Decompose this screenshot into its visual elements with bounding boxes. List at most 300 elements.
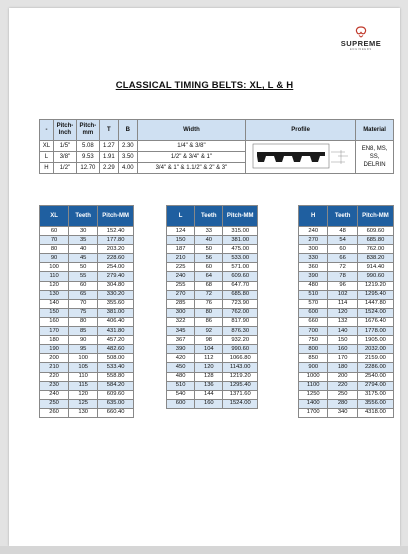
table-cell: 187	[167, 245, 195, 254]
table-cell: 80	[195, 308, 223, 317]
spec-header-cell: Material	[356, 120, 394, 141]
table-cell: 120	[69, 390, 98, 399]
table-cell: 475.00	[223, 245, 258, 254]
table-cell: 750	[299, 336, 328, 345]
table-cell: 100	[69, 354, 98, 363]
table-cell: 136	[195, 381, 223, 390]
table-cell: 345	[167, 327, 195, 336]
table-cell: 78	[328, 272, 357, 281]
table-row	[167, 281, 258, 290]
table-cell: 315.00	[223, 227, 258, 236]
table-cell: 200	[328, 372, 357, 381]
table-row	[299, 317, 394, 326]
table-cell: 817.90	[223, 317, 258, 326]
table-cell: 40	[195, 236, 223, 245]
spec-cell: 12.70	[76, 163, 99, 174]
table-row	[167, 254, 258, 263]
table-cell: 2794.00	[357, 381, 393, 390]
table-cell: 96	[328, 281, 357, 290]
table-cell: 95	[69, 345, 98, 354]
table-cell: 132	[328, 317, 357, 326]
table-cell: 33	[195, 227, 223, 236]
spec-header-cell: Pitch-mm	[76, 120, 99, 141]
table-row	[299, 381, 394, 390]
table-cell: 558.80	[98, 372, 134, 381]
table-cell: 86	[195, 317, 223, 326]
table-row	[40, 290, 134, 299]
table-cell: 75	[69, 308, 98, 317]
spec-cell: 5.08	[76, 141, 99, 152]
table-cell: 270	[167, 290, 195, 299]
page-title: CLASSICAL TIMING BELTS: XL, L & H	[115, 80, 294, 91]
table-cell: 480	[299, 281, 328, 290]
table-row	[40, 227, 134, 236]
table-cell: 120	[328, 308, 357, 317]
table-row	[299, 408, 394, 417]
table-cell: 508.00	[98, 354, 134, 363]
table-cell: 660.40	[98, 408, 134, 417]
table-cell: 210	[40, 363, 69, 372]
brand-logo	[336, 26, 386, 51]
brand-subtitle: ENGINEERS	[350, 48, 372, 51]
table-cell: 90	[69, 336, 98, 345]
table-cell: 72	[195, 290, 223, 299]
table-cell: 355.60	[98, 299, 134, 308]
table-cell: 150	[328, 336, 357, 345]
spec-header-cell: Profile	[246, 120, 356, 141]
table-cell: 600	[167, 399, 195, 408]
table-cell: 1778.00	[357, 327, 393, 336]
table-cell: 54	[328, 236, 357, 245]
table-cell: 50	[195, 245, 223, 254]
table-cell: 406.40	[98, 317, 134, 326]
table-cell: 180	[40, 336, 69, 345]
table-cell: 56	[195, 254, 223, 263]
material-line: DELRIN	[363, 162, 386, 168]
table-header-cell: Pitch-MM	[98, 206, 134, 227]
table-cell: 250	[40, 399, 69, 408]
material-line: SS,	[369, 154, 380, 160]
table-cell: 170	[328, 354, 357, 363]
table-cell: 330.20	[98, 290, 134, 299]
table-row	[40, 399, 134, 408]
table-cell: 180	[328, 363, 357, 372]
table-header-cell: Teeth	[328, 206, 357, 227]
table-cell: 360	[299, 263, 328, 272]
table-cell: 4318.00	[357, 408, 393, 417]
table-cell: 647.70	[223, 281, 258, 290]
table-cell: 80	[69, 317, 98, 326]
table-cell: 685.80	[223, 290, 258, 299]
table-row	[299, 272, 394, 281]
table-cell: 800	[299, 345, 328, 354]
table-cell: 571.00	[223, 263, 258, 272]
table-row	[299, 281, 394, 290]
table-cell: 762.00	[223, 308, 258, 317]
table-cell: 570	[299, 299, 328, 308]
table-row	[40, 263, 134, 272]
table-cell: 40	[69, 245, 98, 254]
table-cell: 160	[40, 317, 69, 326]
h-belt-table	[298, 205, 394, 418]
table-cell: 200	[40, 354, 69, 363]
table-cell: 228.60	[98, 254, 134, 263]
table-cell: 330	[299, 254, 328, 263]
spec-cell: H	[40, 163, 54, 174]
viewer-bottom-band	[0, 546, 408, 554]
table-row	[40, 272, 134, 281]
spec-cell: 3/4" & 1" & 1.1/2" & 2" & 3"	[137, 163, 245, 174]
table-header-cell: L	[167, 206, 195, 227]
spec-header-row	[40, 120, 394, 141]
table-row	[299, 299, 394, 308]
table-header-row	[167, 206, 258, 227]
table-cell: 838.20	[357, 254, 393, 263]
table-cell: 48	[328, 227, 357, 236]
table-cell: 609.60	[98, 390, 134, 399]
belt-profile-icon	[249, 142, 353, 170]
table-row	[167, 363, 258, 372]
table-cell: 431.80	[98, 327, 134, 336]
table-row	[299, 399, 394, 408]
table-header-cell: Teeth	[195, 206, 223, 227]
table-cell: 584.20	[98, 381, 134, 390]
table-row	[167, 272, 258, 281]
table-row	[167, 227, 258, 236]
table-cell: 2286.00	[357, 363, 393, 372]
table-row	[40, 236, 134, 245]
table-row	[40, 327, 134, 336]
table-cell: 300	[167, 308, 195, 317]
table-cell: 220	[40, 372, 69, 381]
table-cell: 533.00	[223, 254, 258, 263]
table-header-row	[40, 206, 134, 227]
table-cell: 1524.00	[223, 399, 258, 408]
table-cell: 660	[299, 317, 328, 326]
table-cell: 144	[195, 390, 223, 399]
table-cell: 279.40	[98, 272, 134, 281]
table-row	[299, 227, 394, 236]
brand-name: SUPREME	[340, 39, 382, 48]
table-cell: 140	[328, 327, 357, 336]
table-cell: 68	[195, 281, 223, 290]
table-row	[167, 354, 258, 363]
table-cell: 150	[167, 236, 195, 245]
table-cell: 600	[299, 308, 328, 317]
table-cell: 114	[328, 299, 357, 308]
table-cell: 850	[299, 354, 328, 363]
table-row	[299, 354, 394, 363]
table-cell: 300	[299, 245, 328, 254]
spec-cell: 2.29	[99, 163, 118, 174]
spec-cell: 1/2" & 3/4" & 1"	[137, 152, 245, 163]
table-cell: 1143.00	[223, 363, 258, 372]
table-row	[40, 408, 134, 417]
table-cell: 876.30	[223, 327, 258, 336]
table-cell: 35	[69, 236, 98, 245]
table-cell: 170	[40, 327, 69, 336]
table-row	[167, 308, 258, 317]
table-cell: 65	[69, 290, 98, 299]
table-cell: 285	[167, 299, 195, 308]
table-cell: 280	[328, 399, 357, 408]
spec-header-cell: B	[118, 120, 137, 141]
spec-header-cell: T	[99, 120, 118, 141]
table-row	[299, 290, 394, 299]
table-row	[167, 372, 258, 381]
table-header-cell: H	[299, 206, 328, 227]
table-cell: 510	[299, 290, 328, 299]
table-cell: 990.60	[357, 272, 393, 281]
table-header-cell: Pitch-MM	[357, 206, 393, 227]
table-cell: 723.90	[223, 299, 258, 308]
table-cell: 533.40	[98, 363, 134, 372]
table-cell: 125	[69, 399, 98, 408]
table-cell: 254.00	[98, 263, 134, 272]
table-cell: 340	[328, 408, 357, 417]
table-cell: 914.40	[357, 263, 393, 272]
table-cell: 240	[299, 227, 328, 236]
table-cell: 482.60	[98, 345, 134, 354]
table-cell: 685.80	[357, 236, 393, 245]
table-cell: 1219.20	[357, 281, 393, 290]
table-cell: 225	[167, 263, 195, 272]
table-cell: 1447.80	[357, 299, 393, 308]
table-cell: 130	[69, 408, 98, 417]
spec-cell: XL	[40, 141, 54, 152]
table-header-cell: Teeth	[69, 206, 98, 227]
table-cell: 1100	[299, 381, 328, 390]
spec-cell: 3/8"	[53, 152, 76, 163]
table-cell: 450	[167, 363, 195, 372]
table-row	[299, 254, 394, 263]
document-page	[9, 8, 400, 546]
table-cell: 130	[40, 290, 69, 299]
table-cell: 609.60	[357, 227, 393, 236]
table-row	[167, 299, 258, 308]
table-cell: 2032.00	[357, 345, 393, 354]
table-cell: 124	[167, 227, 195, 236]
table-cell: 120	[40, 281, 69, 290]
spec-header-cell: -	[40, 120, 54, 141]
table-cell: 90	[40, 254, 69, 263]
table-cell: 120	[195, 363, 223, 372]
table-header-cell: Pitch-MM	[223, 206, 258, 227]
table-row	[299, 327, 394, 336]
table-cell: 150	[40, 308, 69, 317]
spec-cell: 1.27	[99, 141, 118, 152]
table-row	[40, 345, 134, 354]
table-row	[167, 336, 258, 345]
table-cell: 1700	[299, 408, 328, 417]
table-header-cell: XL	[40, 206, 69, 227]
table-cell: 304.80	[98, 281, 134, 290]
table-cell: 3556.00	[357, 399, 393, 408]
table-row	[299, 363, 394, 372]
material-line: EN8, MS,	[361, 146, 388, 152]
table-cell: 203.20	[98, 245, 134, 254]
table-row	[40, 254, 134, 263]
table-cell: 1219.20	[223, 372, 258, 381]
table-row	[167, 236, 258, 245]
table-cell: 367	[167, 336, 195, 345]
table-cell: 1295.40	[357, 290, 393, 299]
l-belt-table	[166, 205, 258, 409]
table-cell: 60	[195, 263, 223, 272]
table-row	[40, 308, 134, 317]
table-cell: 210	[167, 254, 195, 263]
table-cell: 64	[195, 272, 223, 281]
table-cell: 80	[40, 245, 69, 254]
table-cell: 270	[299, 236, 328, 245]
table-row	[167, 317, 258, 326]
table-cell: 381.00	[98, 308, 134, 317]
table-cell: 1400	[299, 399, 328, 408]
table-cell: 76	[195, 299, 223, 308]
table-row	[299, 390, 394, 399]
table-row	[167, 263, 258, 272]
spec-cell: 9.53	[76, 152, 99, 163]
table-cell: 381.00	[223, 236, 258, 245]
table-cell: 152.40	[98, 227, 134, 236]
table-row	[40, 363, 134, 372]
table-cell: 390	[299, 272, 328, 281]
logo-mark-icon	[354, 26, 368, 38]
table-row	[167, 327, 258, 336]
table-cell: 190	[40, 345, 69, 354]
table-cell: 55	[69, 272, 98, 281]
table-cell: 900	[299, 363, 328, 372]
spec-cell: 3.50	[118, 152, 137, 163]
table-row	[299, 372, 394, 381]
spec-table	[39, 119, 394, 174]
table-row	[40, 299, 134, 308]
table-row	[167, 399, 258, 408]
spec-cell: 1/2"	[53, 163, 76, 174]
table-cell: 2159.00	[357, 354, 393, 363]
table-cell: 1066.80	[223, 354, 258, 363]
table-cell: 50	[69, 263, 98, 272]
table-cell: 66	[328, 254, 357, 263]
table-header-row	[299, 206, 394, 227]
table-cell: 609.60	[223, 272, 258, 281]
spec-cell: 1/5"	[53, 141, 76, 152]
spec-cell: 4.00	[118, 163, 137, 174]
spec-cell: 1/4" & 3/8"	[137, 141, 245, 152]
table-cell: 160	[328, 345, 357, 354]
table-cell: 177.80	[98, 236, 134, 245]
table-row	[40, 317, 134, 326]
table-cell: 420	[167, 354, 195, 363]
table-cell: 110	[40, 272, 69, 281]
table-cell: 60	[40, 227, 69, 236]
table-cell: 98	[195, 336, 223, 345]
table-cell: 160	[195, 399, 223, 408]
table-cell: 140	[40, 299, 69, 308]
table-cell: 510	[167, 381, 195, 390]
spec-header-cell: Pitch-Inch	[53, 120, 76, 141]
table-row	[40, 390, 134, 399]
table-cell: 322	[167, 317, 195, 326]
table-row	[299, 263, 394, 272]
table-row	[167, 245, 258, 254]
table-cell: 92	[195, 327, 223, 336]
table-cell: 128	[195, 372, 223, 381]
spec-cell: L	[40, 152, 54, 163]
table-cell: 1676.40	[357, 317, 393, 326]
table-row	[167, 390, 258, 399]
table-row	[40, 336, 134, 345]
table-cell: 1524.00	[357, 308, 393, 317]
table-cell: 102	[328, 290, 357, 299]
table-row	[40, 281, 134, 290]
table-row	[40, 245, 134, 254]
table-cell: 104	[195, 345, 223, 354]
table-cell: 30	[69, 227, 98, 236]
table-cell: 60	[328, 245, 357, 254]
table-cell: 70	[40, 236, 69, 245]
table-row	[40, 372, 134, 381]
table-row	[167, 345, 258, 354]
table-row	[299, 308, 394, 317]
table-cell: 932.20	[223, 336, 258, 345]
table-cell: 990.60	[223, 345, 258, 354]
table-cell: 240	[167, 272, 195, 281]
table-cell: 457.20	[98, 336, 134, 345]
table-cell: 115	[69, 381, 98, 390]
table-cell: 480	[167, 372, 195, 381]
table-cell: 3175.00	[357, 390, 393, 399]
table-cell: 100	[40, 263, 69, 272]
table-cell: 112	[195, 354, 223, 363]
table-cell: 110	[69, 372, 98, 381]
table-cell: 70	[69, 299, 98, 308]
table-cell: 260	[40, 408, 69, 417]
table-cell: 250	[328, 390, 357, 399]
spec-header-cell: Width	[137, 120, 245, 141]
table-cell: 1371.60	[223, 390, 258, 399]
table-cell: 2540.00	[357, 372, 393, 381]
table-row	[40, 354, 134, 363]
table-cell: 255	[167, 281, 195, 290]
table-cell: 1250	[299, 390, 328, 399]
spec-row	[40, 141, 394, 152]
table-cell: 762.00	[357, 245, 393, 254]
table-cell: 85	[69, 327, 98, 336]
table-cell: 240	[40, 390, 69, 399]
table-row	[299, 336, 394, 345]
table-row	[299, 345, 394, 354]
table-cell: 60	[69, 281, 98, 290]
table-cell: 635.00	[98, 399, 134, 408]
table-cell: 390	[167, 345, 195, 354]
table-cell: 45	[69, 254, 98, 263]
table-cell: 220	[328, 381, 357, 390]
table-row	[299, 236, 394, 245]
spec-cell: 2.30	[118, 141, 137, 152]
table-row	[167, 290, 258, 299]
table-cell: 105	[69, 363, 98, 372]
table-cell: 700	[299, 327, 328, 336]
table-cell: 72	[328, 263, 357, 272]
table-cell: 230	[40, 381, 69, 390]
material-cell	[356, 141, 394, 174]
table-row	[299, 245, 394, 254]
xl-belt-table	[39, 205, 134, 418]
spec-cell: 1.91	[99, 152, 118, 163]
profile-cell	[246, 141, 356, 174]
table-row	[167, 381, 258, 390]
